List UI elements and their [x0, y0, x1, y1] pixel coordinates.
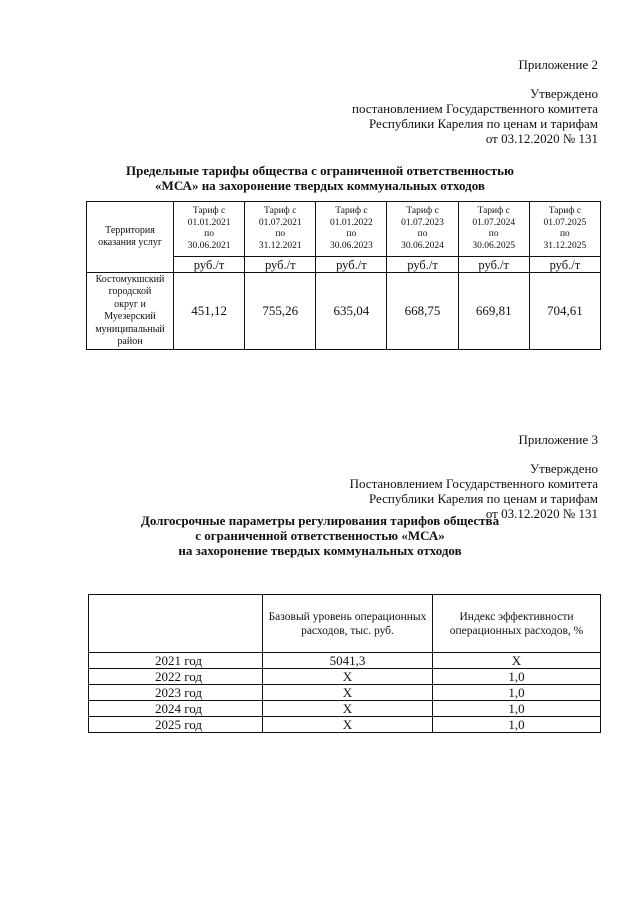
unit-cell: руб./т	[387, 257, 458, 273]
period-line: 01.01.2022	[330, 217, 373, 228]
unit-cell: руб./т	[245, 257, 316, 273]
base-level-cell: Х	[263, 685, 433, 701]
table-row	[89, 717, 601, 733]
period-line: по	[417, 229, 428, 239]
period-line: 30.06.2021	[187, 240, 231, 251]
table-row	[89, 653, 601, 669]
period-line: 31.12.2021	[258, 240, 302, 251]
tariff-period-header	[458, 202, 529, 257]
efficiency-index-cell: 1,0	[433, 669, 601, 685]
region-name-cell	[87, 273, 174, 350]
efficiency-index-header	[433, 595, 601, 653]
unit-cell: руб./т	[174, 257, 245, 273]
region-line: Муезерский	[104, 311, 156, 322]
region-line: городской	[108, 286, 152, 297]
header-line: Индекс эффективности	[459, 610, 574, 623]
efficiency-index-cell: 1,0	[433, 685, 601, 701]
base-level-cell: 5041,3	[263, 653, 433, 669]
tariff-period-header	[174, 202, 245, 257]
tariff-title-line-2: «МСА» на захоронение твердых коммунальных отходов	[155, 178, 485, 193]
territory-header-line: Территория	[105, 225, 155, 236]
appendix-2-label: Приложение 2	[518, 57, 598, 72]
table-row	[89, 669, 601, 685]
period-line: Тариф с	[192, 206, 226, 216]
params-title-line-1: Долгосрочные параметры регулирования тарифов общества	[140, 513, 500, 528]
approval-line-3: от 03.12.2020 № 131	[485, 506, 598, 521]
period-line: 30.06.2023	[330, 240, 373, 251]
header-line: операционных расходов, %	[449, 624, 584, 637]
period-line: 01.07.2021	[258, 217, 302, 228]
efficiency-index-cell: Х	[433, 653, 601, 669]
efficiency-index-cell: 1,0	[433, 717, 601, 733]
period-line: по	[346, 229, 357, 239]
unit-cell: руб./т	[316, 257, 387, 273]
year-cell: 2024 год	[89, 701, 263, 717]
tariff-table	[86, 201, 601, 350]
territory-header-line: оказания услуг	[98, 237, 162, 248]
year-cell: 2025 год	[89, 717, 263, 733]
tariff-value-cell: 668,75	[387, 273, 458, 350]
approved-label: Утверждено	[529, 461, 598, 476]
unit-cell: руб./т	[529, 257, 600, 273]
approval-line-1: постановлением Государственного комитета	[352, 101, 598, 116]
table-row	[89, 701, 601, 717]
tariff-period-header	[245, 202, 316, 257]
efficiency-index-cell: 1,0	[433, 701, 601, 717]
region-line: район	[117, 336, 143, 347]
period-line: по	[488, 229, 499, 239]
year-cell: 2022 год	[89, 669, 263, 685]
period-line: Тариф с	[264, 206, 297, 216]
tariff-value-cell: 451,12	[174, 273, 245, 350]
period-line: 01.07.2025	[543, 217, 587, 228]
params-title-line-2: с ограниченной ответственностью «МСА»	[195, 528, 445, 543]
region-line: округ и	[114, 298, 146, 310]
period-line: по	[559, 229, 570, 239]
territory-header	[87, 202, 174, 273]
approval-line-1: Постановлением Государственного комитета	[349, 476, 598, 491]
tariff-value-cell: 704,61	[529, 273, 600, 350]
base-level-cell: Х	[263, 701, 433, 717]
unit-cell: руб./т	[458, 257, 529, 273]
period-line: Тариф с	[548, 206, 582, 216]
tariff-value-cell: 635,04	[316, 273, 387, 350]
appendix-3-label: Приложение 3	[518, 432, 598, 447]
approval-line-2: Республики Карелия по ценам и тарифам	[368, 116, 598, 131]
period-line: по	[275, 229, 286, 239]
base-level-header	[263, 595, 433, 653]
tariff-period-header	[529, 202, 600, 257]
period-line: 30.06.2024	[401, 240, 444, 251]
period-line: Тариф с	[477, 206, 510, 216]
approved-label: Утверждено	[529, 86, 598, 101]
period-line: 31.12.2025	[543, 240, 587, 251]
table-row	[89, 685, 601, 701]
year-cell: 2023 год	[89, 685, 263, 701]
approval-line-2: Республики Карелия по ценам и тарифам	[368, 491, 598, 506]
params-title-line-3: на захоронение твердых коммунальных отходов	[178, 543, 462, 558]
base-level-cell: Х	[263, 669, 433, 685]
period-line: Тариф с	[335, 206, 368, 216]
base-level-cell: Х	[263, 717, 433, 733]
period-line: 01.07.2023	[401, 217, 444, 228]
params-table	[88, 594, 601, 733]
period-line: 01.07.2024	[472, 217, 516, 228]
region-line: муниципальный	[95, 323, 165, 335]
period-line: Тариф с	[406, 206, 439, 216]
header-line: Базовый уровень операционных	[268, 610, 427, 623]
tariff-period-header	[387, 202, 458, 257]
approval-line-3: от 03.12.2020 № 131	[485, 131, 598, 146]
period-line: по	[204, 229, 214, 239]
region-line: Костомукшский	[95, 273, 165, 285]
header-line: расходов, тыс. руб.	[301, 624, 394, 637]
tariff-title-line-1: Предельные тарифы общества с ограниченной ответственностью	[125, 163, 514, 178]
tariff-value-cell: 755,26	[245, 273, 316, 350]
tariff-period-header	[316, 202, 387, 257]
year-cell: 2021 год	[89, 653, 263, 669]
period-line: 01.01.2021	[187, 217, 231, 228]
tariff-value-cell: 669,81	[458, 273, 529, 350]
empty-header-cell	[89, 595, 263, 653]
period-line: 30.06.2025	[472, 240, 516, 251]
